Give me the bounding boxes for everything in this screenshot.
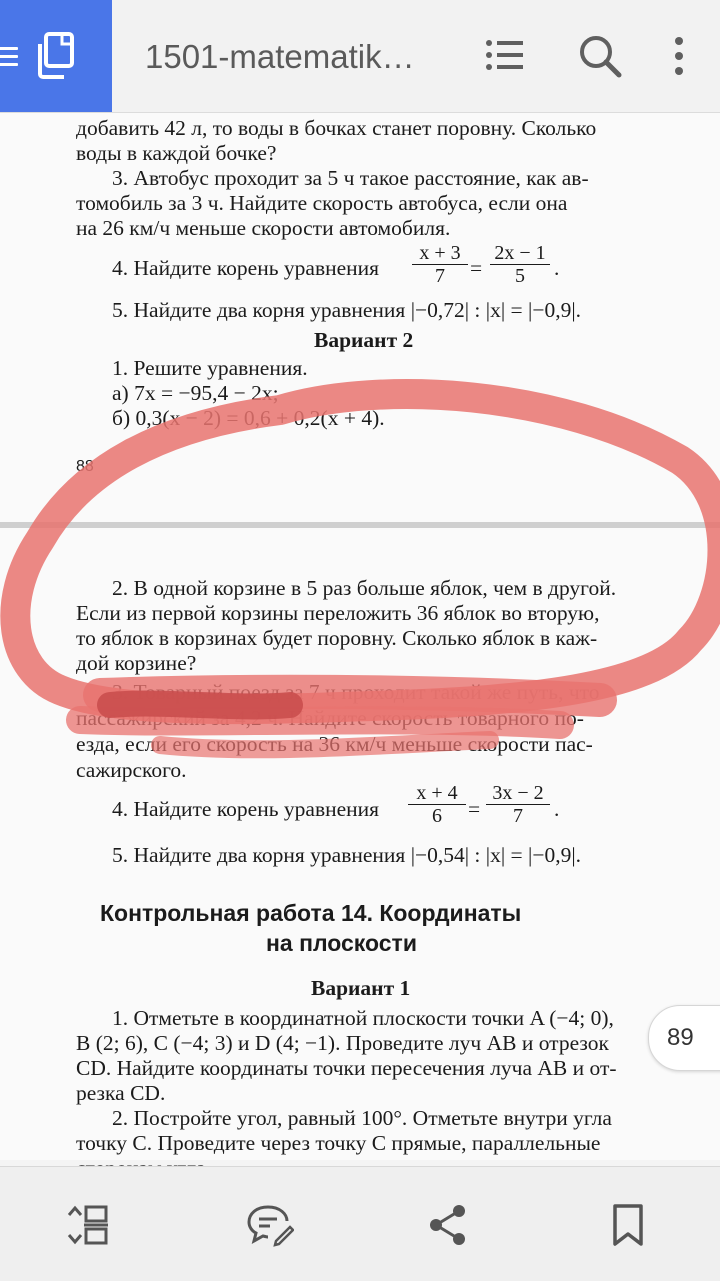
document-icon (36, 32, 78, 80)
numerator: 2x − 1 (490, 242, 550, 265)
task5: 5. Найдите два корня уравнения |−0,72| : |x| = |−0,9|. (112, 298, 582, 322)
task5: 5. Найдите два корня уравнения |−0,54| : |x| = |−0,9|. (112, 843, 582, 867)
text-line: б) 0,3(x − 2) = 0,6 + 0,2(x + 4). (112, 406, 385, 430)
denominator: 7 (435, 265, 445, 287)
fraction-left (408, 782, 466, 827)
numerator: 3x − 2 (486, 782, 550, 805)
variant-heading: Вариант 1 (311, 976, 411, 1000)
top-app-bar (0, 0, 720, 113)
text-line: сажирского. (76, 758, 187, 782)
text-line: 1. Решите уравнения. (112, 356, 308, 380)
document-title: 1501-matematik… (145, 38, 415, 75)
text-line: Если из первой корзины переложить 36 яблок во вторую, (76, 601, 600, 625)
equals-sign: = (470, 256, 483, 280)
text-line: пассажирский за 4,2 ч. Найдите скорость товарного по- (76, 706, 584, 730)
comment-edit-icon[interactable] (246, 1203, 294, 1247)
numerator: x + 3 (412, 242, 468, 265)
page-indicator-number: 89 (667, 1024, 694, 1051)
bookmark-icon[interactable] (612, 1203, 644, 1247)
denominator: 7 (513, 805, 523, 827)
text-line: резка CD. (76, 1081, 166, 1105)
text-line: дой корзине? (76, 651, 197, 675)
period: . (554, 256, 560, 280)
denominator: 6 (432, 805, 442, 827)
text-line: 3. Товарный поезд за 7 ч проходит такой же путь, что (112, 680, 600, 704)
text-line: добавить 42 л, то воды в бочках станет поровну. Сколько (76, 116, 597, 140)
variant-heading: Вариант 2 (314, 328, 414, 352)
text-line: воды в каждой бочке? (76, 141, 277, 165)
page-number: 88 (76, 458, 94, 475)
fraction-right (486, 782, 550, 827)
fraction-right (490, 242, 550, 287)
fraction-left (412, 242, 468, 287)
text-line: томобиль за 3 ч. Найдите скорость автобуса, если она (76, 191, 568, 215)
text-line: а) 7x = −95,4 − 2x; (112, 381, 279, 405)
menu-button[interactable] (0, 0, 112, 112)
page-indicator[interactable] (648, 1005, 720, 1071)
equals-sign: = (468, 797, 481, 821)
section-title: Контрольная работа 14. Координаты (100, 900, 522, 926)
task4-label: 4. Найдите корень уравнения (112, 797, 380, 821)
text-line: B (2; 6), C (−4; 3) и D (4; −1). Проведите луч AB и отрезок (76, 1031, 609, 1055)
scroll-mode-icon[interactable] (66, 1203, 110, 1247)
section-title: на плоскости (266, 930, 417, 956)
list-icon[interactable] (484, 34, 526, 76)
text-line: 1. Отметьте в координатной плоскости точки A (−4; 0), (112, 1006, 614, 1030)
menu-icon (0, 47, 18, 71)
text-line: на 26 км/ч меньше скорости автомобиля. (76, 216, 451, 240)
task4-label: 4. Найдите корень уравнения (112, 256, 380, 280)
numerator: x + 4 (408, 782, 466, 805)
bottom-toolbar (0, 1166, 720, 1281)
text-line: то яблок в корзинах будет поровну. Сколько яблок в каж- (76, 626, 598, 650)
share-icon[interactable] (428, 1203, 468, 1247)
text-line: 3. Автобус проходит за 5 ч такое расстояние, как ав- (112, 166, 589, 190)
text-line: 2. Постройте угол, равный 100°. Отметьте внутри угла (112, 1106, 612, 1130)
text-line: CD. Найдите координаты точки пересечения луча AB и от- (76, 1056, 617, 1080)
text-line: езда, если его скорость на 36 км/ч меньше скорости пас- (76, 732, 593, 756)
search-icon[interactable] (578, 34, 622, 78)
text-line: точку C. Проведите через точку C прямые, параллельные (76, 1131, 601, 1155)
text-line: 2. В одной корзине в 5 раз больше яблок, чем в другой. (112, 576, 617, 600)
denominator: 5 (515, 265, 525, 287)
period: . (554, 797, 560, 821)
more-vert-icon[interactable] (672, 34, 686, 78)
